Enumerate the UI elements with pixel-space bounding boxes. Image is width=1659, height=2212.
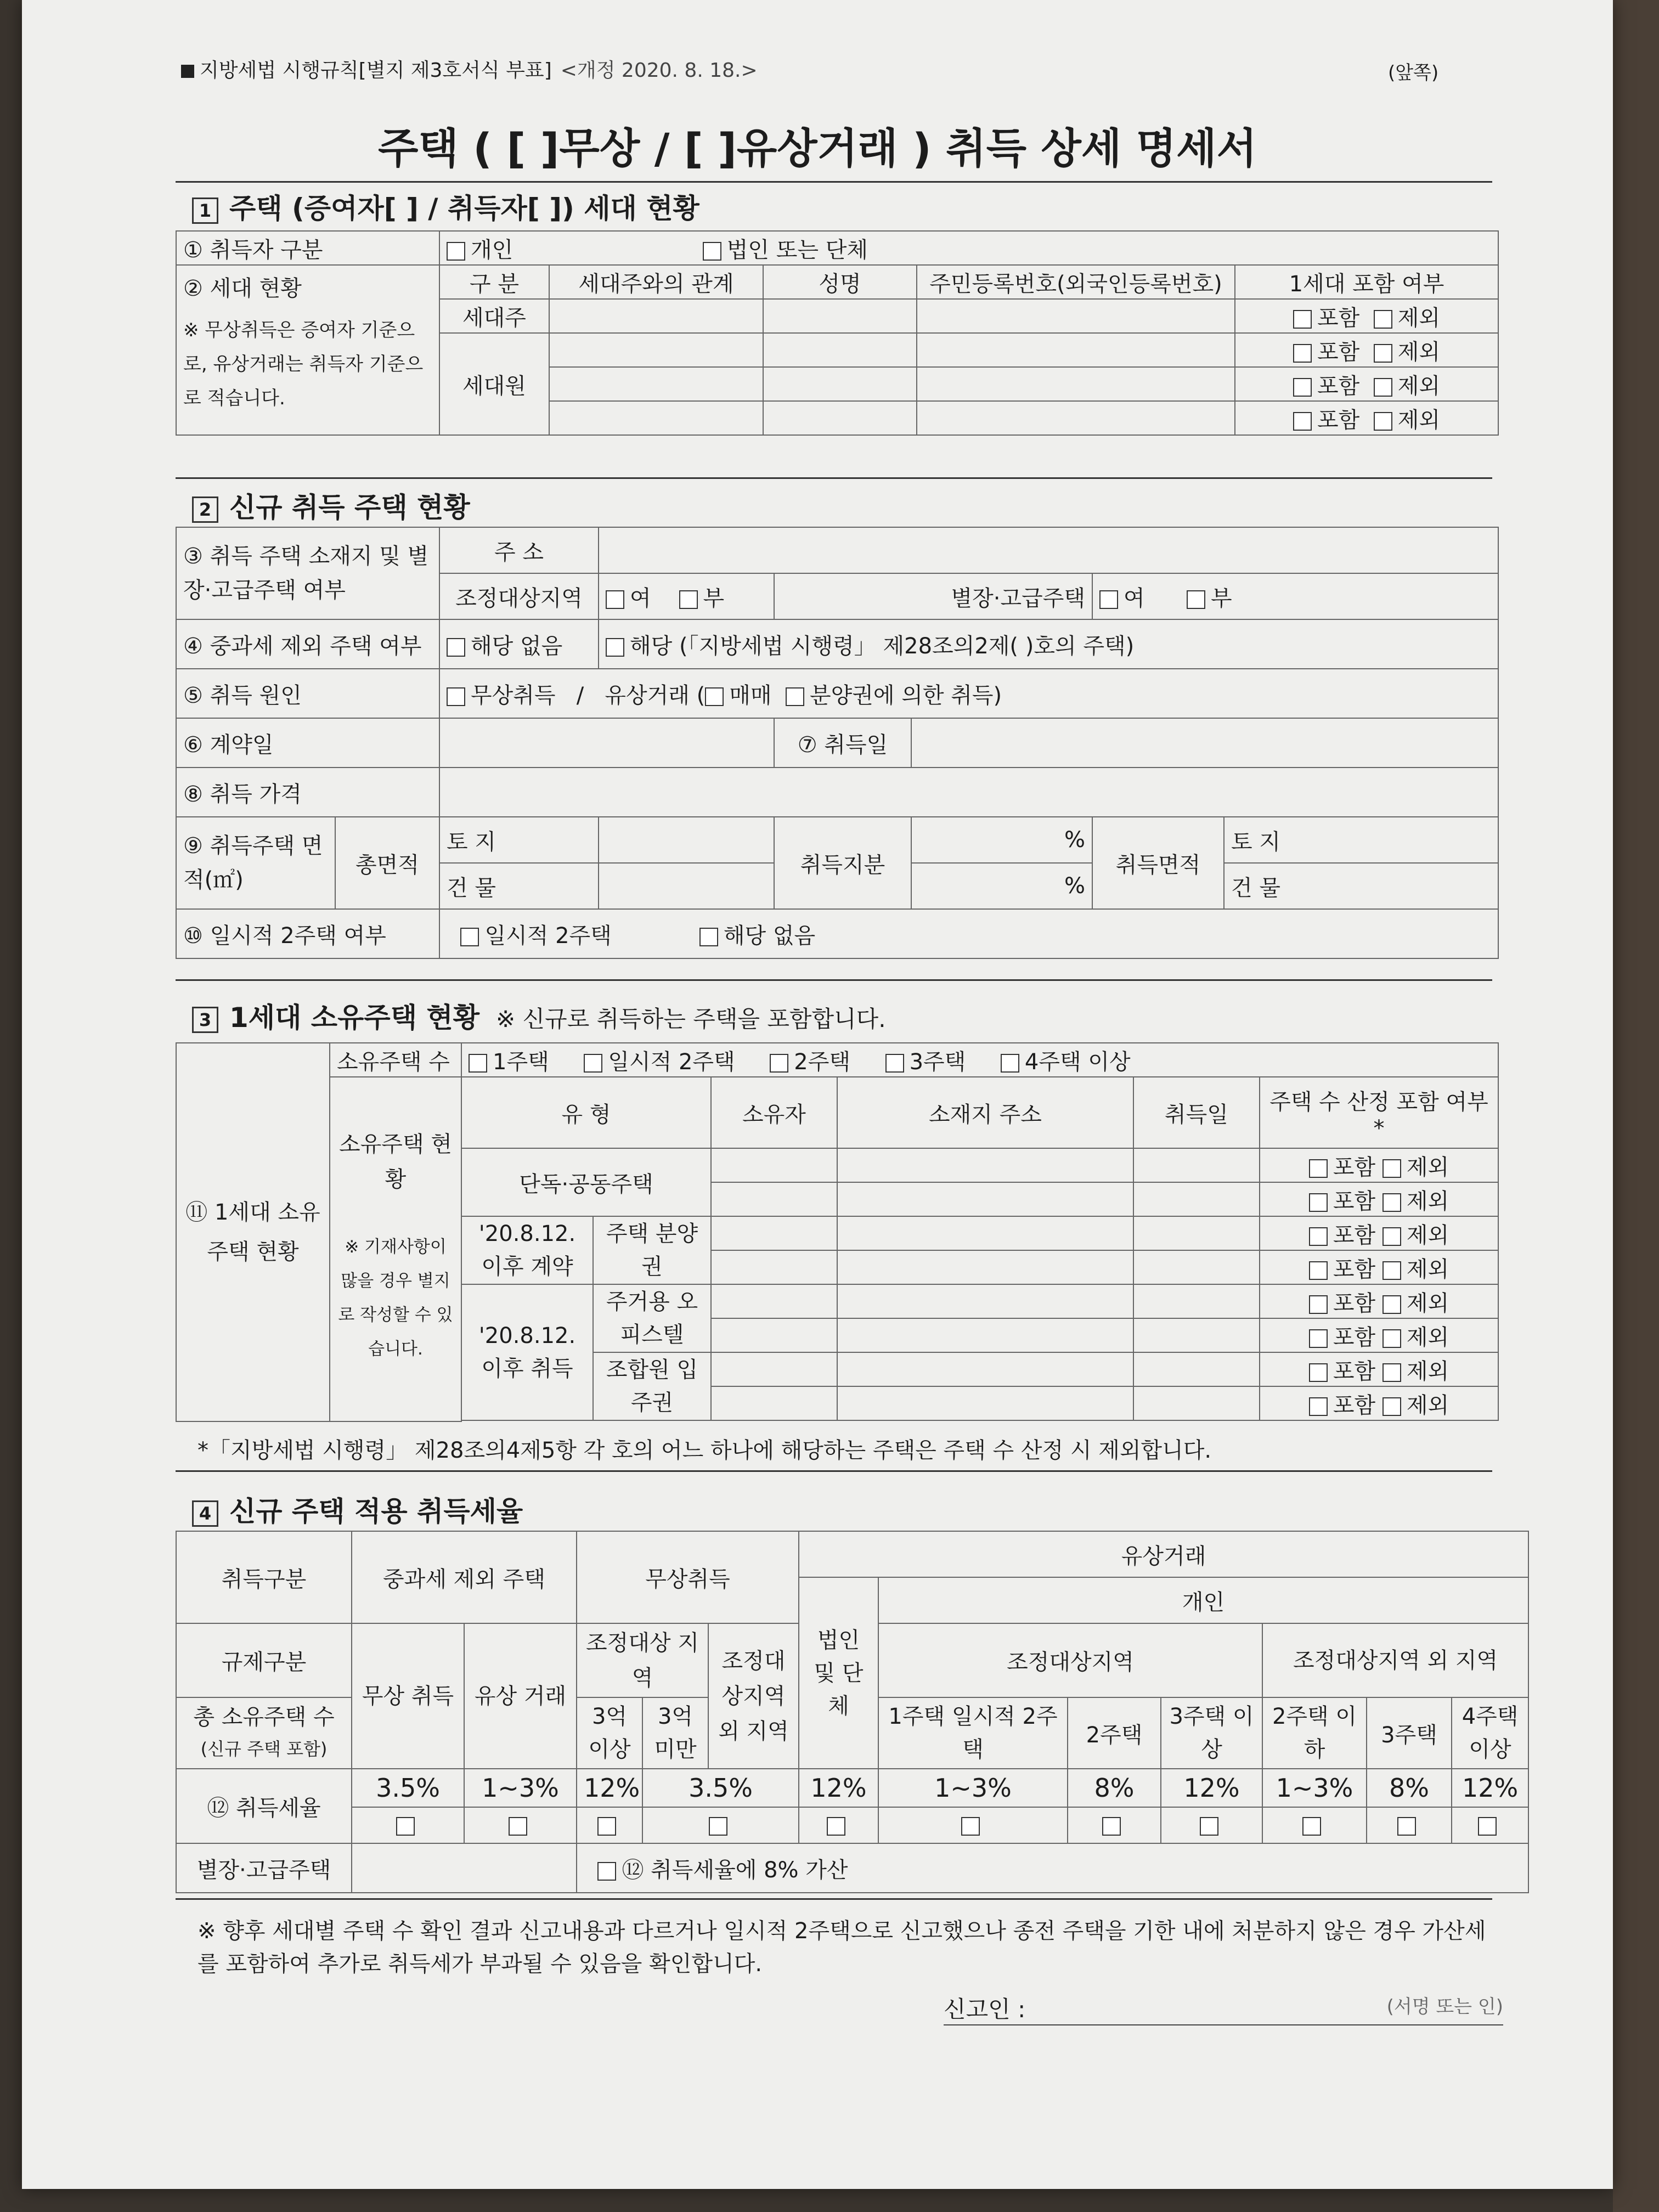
background-edge xyxy=(1613,0,1659,2212)
form-title: 주택 ( [ ]무상 / [ ]유상거래 ) 취득 상세 명세서 xyxy=(378,124,1257,173)
rate-checkbox[interactable] xyxy=(1200,1817,1218,1836)
yes-checkbox[interactable] xyxy=(606,590,624,609)
presale-checkbox[interactable] xyxy=(786,687,804,706)
no-label: 부 xyxy=(703,585,725,611)
three-plus-header: 3주택 이상 xyxy=(1161,1697,1262,1769)
include-option xyxy=(1260,1148,1498,1182)
presale-right-label: 주택 분양권 xyxy=(593,1216,711,1284)
not-applicable-label: 해당 없음 xyxy=(723,923,816,949)
section-divider xyxy=(176,1898,1492,1900)
relation-field[interactable] xyxy=(549,367,763,401)
address-field[interactable] xyxy=(837,1216,1133,1250)
revision-date: <개정 2020. 8. 18.> xyxy=(560,59,758,82)
section-number-box: 4 xyxy=(192,1500,218,1527)
exclude-label: 제외 xyxy=(1406,1256,1449,1282)
acquisition-price-label: ⑧ 취득 가격 xyxy=(176,768,439,817)
name-field[interactable] xyxy=(763,401,917,435)
land-label: 토 지 xyxy=(447,829,496,855)
exclude-label: 제외 xyxy=(1406,1188,1449,1214)
after-contract-label: '20.8.12. 이후 계약 xyxy=(461,1216,593,1284)
house-count-options xyxy=(461,1043,1498,1077)
resident-number-field[interactable] xyxy=(917,333,1235,367)
adjusted-area-label: 조정대상지역 xyxy=(439,573,599,619)
union-right-label: 조합원 입주권 xyxy=(593,1352,711,1420)
total-building-field[interactable] xyxy=(599,863,774,909)
address-field[interactable] xyxy=(837,1318,1133,1352)
include-option xyxy=(1260,1386,1498,1420)
exclude-label: 제외 xyxy=(1397,407,1440,433)
not-applicable-option xyxy=(439,619,599,669)
house-count-label: 소유주택 수 xyxy=(330,1043,461,1077)
signature-line[interactable] xyxy=(944,1991,1503,2025)
section-2-title: 신규 취득 주택 현황 xyxy=(229,492,470,523)
col-division: 구 분 xyxy=(439,265,549,299)
acquisition-price-field[interactable] xyxy=(439,768,1498,817)
acq-date-field[interactable] xyxy=(1133,1216,1260,1250)
address-field[interactable] xyxy=(837,1182,1133,1216)
officetel-label: 주거용 오피스텔 xyxy=(593,1284,711,1352)
exclude-checkbox[interactable] xyxy=(1383,1261,1401,1280)
presale-label: 분양권에 의한 취득) xyxy=(809,682,1002,708)
include-checkbox[interactable] xyxy=(1293,310,1312,329)
confirmation-statement: ※ 향후 세대별 주택 수 확인 결과 신고내용과 다르거나 일시적 2주택으로 신고했으나 종전 주택을 기한 내에 처분하지 않은 경우 가산세를 포함하여 추가로 취득세가 부과될 수 있음을 확인합니다. xyxy=(198,1918,1486,1977)
exclude-checkbox[interactable] xyxy=(1374,378,1392,397)
individual-non-adjusted-header: 조정대상지역 외 지역 xyxy=(1262,1623,1528,1697)
address-field[interactable] xyxy=(837,1386,1133,1420)
declarant-label: 신고인 : xyxy=(944,1996,1026,2023)
luxury-house-options xyxy=(1092,573,1498,619)
include-checkbox[interactable] xyxy=(1293,344,1312,363)
four-plus-header: 4주택 이상 xyxy=(1452,1697,1528,1769)
resident-number-field[interactable] xyxy=(917,401,1235,435)
building-label: 건 물 xyxy=(447,875,496,901)
rate-checkbox[interactable] xyxy=(396,1817,415,1836)
three-house-header: 3주택 xyxy=(1367,1697,1452,1769)
section-divider xyxy=(176,979,1492,981)
rate-value: 3.5% xyxy=(352,1769,464,1807)
rate-value: 1~3% xyxy=(1262,1769,1367,1807)
acq-date-field[interactable] xyxy=(1133,1386,1260,1420)
acquirer-type-options xyxy=(439,231,1498,265)
applicable-label: 해당 (「지방세법 시행령」 제28조의2제( )호의 주택) xyxy=(630,633,1135,659)
free-acquisition-header: 무상취득 xyxy=(577,1531,799,1623)
acq-date-field[interactable] xyxy=(1133,1182,1260,1216)
rate-checkbox[interactable] xyxy=(1302,1817,1321,1836)
include-checkbox[interactable] xyxy=(1309,1397,1328,1416)
tax-rate-table xyxy=(176,1531,1529,1893)
building-label: 건 물 xyxy=(1231,875,1281,901)
individual-header: 개인 xyxy=(878,1577,1528,1623)
name-field[interactable] xyxy=(763,367,917,401)
col-address: 소재지 주소 xyxy=(837,1077,1133,1148)
address-field[interactable] xyxy=(837,1148,1133,1182)
area-label: ⑨ 취득주택 면적(㎡) xyxy=(176,817,335,909)
name-field[interactable] xyxy=(763,333,917,367)
applicable-option xyxy=(599,619,1498,669)
section-4-heading xyxy=(192,1489,523,1529)
after-acquisition-label: '20.8.12. 이후 취득 xyxy=(461,1284,593,1420)
col-acq-date: 취득일 xyxy=(1133,1077,1260,1148)
exclude-label: 제외 xyxy=(1406,1358,1449,1384)
rate-checkbox-cell xyxy=(1262,1807,1367,1843)
tax-rate-label: ⑫ 취득세율 xyxy=(176,1769,352,1843)
corporation-label: 법인 또는 단체 xyxy=(726,237,868,263)
owner-field[interactable] xyxy=(711,1386,837,1420)
no-label: 부 xyxy=(1210,585,1232,611)
paid-sub-header: 유상 거래 xyxy=(464,1623,577,1769)
col-resident-number: 주민등록번호(외국인등록번호) xyxy=(917,265,1235,299)
relation-field[interactable] xyxy=(549,333,763,367)
acq-building-cell xyxy=(1224,863,1498,909)
owner-field[interactable] xyxy=(711,1318,837,1352)
section-2-heading xyxy=(192,486,470,525)
sale-checkbox[interactable] xyxy=(705,687,724,706)
two-house-label: 2주택 xyxy=(794,1049,850,1075)
rate-value: 8% xyxy=(1068,1769,1161,1807)
section-number-box: 2 xyxy=(192,496,218,523)
section-3-note: ※ 신규로 취득하는 주택을 포함합니다. xyxy=(496,1006,886,1032)
adjusted-area-header: 조정대상 지역 xyxy=(577,1623,708,1697)
resident-number-field[interactable] xyxy=(917,367,1235,401)
separator: / xyxy=(576,682,584,708)
rate-checkbox-cell xyxy=(799,1807,878,1843)
owned-houses-table xyxy=(176,1042,1499,1422)
include-label: 포함 xyxy=(1317,305,1360,331)
include-label: 포함 xyxy=(1317,407,1360,433)
include-checkbox[interactable] xyxy=(1309,1329,1328,1348)
contract-date-field[interactable] xyxy=(439,718,774,768)
section-4-title: 신규 주택 적용 취득세율 xyxy=(229,1496,523,1527)
include-option xyxy=(1260,1216,1498,1250)
location-label: ③ 취득 주택 소재지 및 별장·고급주택 여부 xyxy=(176,527,439,619)
free-acq-sub-header: 무상 취득 xyxy=(352,1623,464,1769)
exclude-label: 제외 xyxy=(1397,339,1440,365)
include-option xyxy=(1260,1352,1498,1386)
rate-checkbox-cell xyxy=(642,1807,799,1843)
square-bullet-icon xyxy=(181,65,194,78)
col-household-include: 1세대 포함 여부 xyxy=(1235,265,1498,299)
exclude-label: 제외 xyxy=(1397,305,1440,331)
exclude-checkbox[interactable] xyxy=(1383,1295,1401,1314)
exclude-checkbox[interactable] xyxy=(1383,1329,1401,1348)
exclude-label: 제외 xyxy=(1406,1154,1449,1180)
temporary-two-house-label: ⑩ 일시적 2주택 여부 xyxy=(176,909,439,958)
signature-hint: (서명 또는 인) xyxy=(1386,1996,1503,2018)
luxury-house-label: 별장·고급주택 xyxy=(774,573,1092,619)
regulation-division-label: 규제구분 xyxy=(176,1623,352,1697)
acquisition-division-label: 취득구분 xyxy=(176,1531,352,1623)
owner-field[interactable] xyxy=(711,1352,837,1386)
four-plus-house-label: 4주택 이상 xyxy=(1024,1049,1131,1075)
rate-checkbox-cell xyxy=(1068,1807,1161,1843)
include-label: 포함 xyxy=(1333,1358,1376,1384)
rate-value: 12% xyxy=(799,1769,878,1807)
individual-adjusted-header: 조정대상지역 xyxy=(878,1623,1262,1697)
include-checkbox[interactable] xyxy=(1293,378,1312,397)
law-reference: 지방세법 시행규칙[별지 제3호서식 부표] xyxy=(200,59,552,82)
heavy-tax-exempt-label: ④ 중과세 제외 주택 여부 xyxy=(176,619,439,669)
rate-value: 12% xyxy=(577,1769,642,1807)
exclude-checkbox[interactable] xyxy=(1374,412,1392,431)
rate-checkbox-cell xyxy=(1452,1807,1528,1843)
yes-checkbox[interactable] xyxy=(1099,590,1118,609)
one-house-checkbox[interactable] xyxy=(469,1054,487,1073)
include-option xyxy=(1260,1250,1498,1284)
include-option xyxy=(1235,333,1498,367)
acquisition-cause-options xyxy=(439,669,1498,718)
acquisition-date-label: ⑦ 취득일 xyxy=(774,718,911,768)
exclude-label: 제외 xyxy=(1406,1222,1449,1248)
rate-checkbox-cell xyxy=(464,1807,577,1843)
exclude-label: 제외 xyxy=(1397,373,1440,399)
building-cell xyxy=(439,863,599,909)
rate-checkbox-cell xyxy=(878,1807,1068,1843)
rate-checkbox-cell xyxy=(577,1807,642,1843)
owned-status-label: 소유주택 현황 xyxy=(339,1132,452,1192)
include-option xyxy=(1235,401,1498,435)
non-adjusted-area-header: 조정대 상지역 외 지역 xyxy=(708,1623,799,1769)
rate-checkbox[interactable] xyxy=(597,1817,616,1836)
contract-date-label: ⑥ 계약일 xyxy=(176,718,439,768)
include-label: 포함 xyxy=(1333,1154,1376,1180)
rate-checkbox[interactable] xyxy=(1397,1817,1416,1836)
exclude-label: 제외 xyxy=(1406,1324,1449,1350)
household-label-cell xyxy=(176,265,439,435)
col-owner: 소유자 xyxy=(711,1077,837,1148)
section-divider xyxy=(176,181,1492,183)
section-1-title: 주택 (증여자[ ] / 취득자[ ]) 세대 현황 xyxy=(229,193,699,224)
exclude-checkbox[interactable] xyxy=(1374,310,1392,329)
luxury-surcharge-option xyxy=(577,1843,1528,1893)
owned-status-cell xyxy=(330,1077,461,1421)
not-applicable-label: 해당 없음 xyxy=(471,633,563,659)
paid-transaction-header: 유상거래 xyxy=(799,1531,1528,1577)
include-option xyxy=(1260,1182,1498,1216)
new-house-table xyxy=(176,527,1499,959)
include-label: 포함 xyxy=(1333,1324,1376,1350)
four-plus-house-checkbox[interactable] xyxy=(1001,1054,1019,1073)
rate-value: 3.5% xyxy=(642,1769,799,1807)
individual-label: 개인 xyxy=(471,237,514,263)
rate-value: 1~3% xyxy=(464,1769,577,1807)
section-number-box: 3 xyxy=(192,1007,218,1033)
exclude-checkbox[interactable] xyxy=(1383,1193,1401,1212)
corporation-checkbox[interactable] xyxy=(703,242,721,261)
free-acquisition-label: 무상취득 xyxy=(471,682,556,708)
land-cell xyxy=(439,817,599,863)
section-1-heading xyxy=(192,187,699,226)
rate-checkbox[interactable] xyxy=(709,1817,727,1836)
acquired-area-label: 취득면적 xyxy=(1092,817,1224,909)
rate-checkbox[interactable] xyxy=(1478,1817,1497,1836)
acq-date-field[interactable] xyxy=(1133,1352,1260,1386)
one-house-header: 1주택 일시적 2주택 xyxy=(878,1697,1068,1769)
section-divider xyxy=(176,1470,1492,1472)
three-house-label: 3주택 xyxy=(909,1049,966,1075)
include-checkbox[interactable] xyxy=(1309,1159,1328,1178)
address-field[interactable] xyxy=(599,527,1498,573)
paid-transaction-label: 유상거래 ( xyxy=(605,682,706,708)
household-status-label: ② 세대 현황 xyxy=(183,276,302,301)
acquisition-date-field[interactable] xyxy=(911,718,1498,768)
form-paper xyxy=(22,0,1613,2189)
col-count-include: 주택 수 산정 포함 여부* xyxy=(1260,1077,1498,1148)
owner-field[interactable] xyxy=(711,1148,837,1182)
rate-value: 12% xyxy=(1452,1769,1528,1807)
exclude-label: 제외 xyxy=(1406,1392,1449,1418)
rate-checkbox-cell xyxy=(1367,1807,1452,1843)
total-owned-sub: (신규 주택 포함) xyxy=(200,1739,328,1759)
include-option xyxy=(1260,1318,1498,1352)
include-label: 포함 xyxy=(1317,339,1360,365)
rate-checkbox-cell xyxy=(1161,1807,1262,1843)
resident-number-field[interactable] xyxy=(917,299,1235,333)
address-field[interactable] xyxy=(837,1284,1133,1318)
not-applicable-checkbox[interactable] xyxy=(699,928,718,946)
relation-field[interactable] xyxy=(549,299,763,333)
rate-value: 1~3% xyxy=(878,1769,1068,1807)
include-checkbox[interactable] xyxy=(1309,1261,1328,1280)
surcharge-label: ⑫ 취득세율에 8% 가산 xyxy=(622,1857,848,1883)
owned-note: ※ 기재사항이 많을 경우 별지로 작성할 수 있습니다. xyxy=(338,1237,453,1359)
exclude-label: 제외 xyxy=(1406,1290,1449,1316)
rate-checkbox[interactable] xyxy=(1102,1817,1121,1836)
section-3-title: 1세대 소유주택 현황 xyxy=(229,1002,480,1034)
row-household-member: 세대원 xyxy=(439,333,549,435)
household-note: ※ 무상취득은 증여자 기준으로, 유상거래는 취득자 기준으로 적습니다. xyxy=(183,319,424,409)
sale-label: 매매 xyxy=(729,682,772,708)
rate-checkbox[interactable] xyxy=(827,1817,845,1836)
address-field[interactable] xyxy=(837,1250,1133,1284)
include-checkbox[interactable] xyxy=(1309,1295,1328,1314)
include-option xyxy=(1235,299,1498,333)
rate-checkbox[interactable] xyxy=(961,1817,980,1836)
owner-field[interactable] xyxy=(711,1250,837,1284)
relation-field[interactable] xyxy=(549,401,763,435)
acq-land-cell xyxy=(1224,817,1498,863)
acq-date-field[interactable] xyxy=(1133,1318,1260,1352)
include-label: 포함 xyxy=(1317,373,1360,399)
rate-value: 8% xyxy=(1367,1769,1452,1807)
owned-houses-label: ⑪ 1세대 소유주택 현황 xyxy=(176,1043,330,1421)
yes-label: 여 xyxy=(1124,585,1145,611)
form-header xyxy=(181,55,758,83)
include-label: 포함 xyxy=(1333,1256,1376,1282)
exclude-checkbox[interactable] xyxy=(1374,344,1392,363)
under-300m-header: 3억 미만 xyxy=(642,1697,708,1769)
row-householder: 세대주 xyxy=(439,299,549,333)
land-label: 토 지 xyxy=(1231,829,1281,855)
exclude-checkbox[interactable] xyxy=(1383,1227,1401,1246)
total-area-label: 총면적 xyxy=(335,817,439,909)
section-3-footnote: *「지방세법 시행령」 제28조의4제5항 각 호의 어느 하나에 해당하는 주택은 주택 수 산정 시 제외합니다. xyxy=(198,1438,1212,1463)
include-label: 포함 xyxy=(1333,1392,1376,1418)
temp-two-house-checkbox[interactable] xyxy=(584,1054,602,1073)
include-option xyxy=(1260,1284,1498,1318)
col-name: 성명 xyxy=(763,265,917,299)
exempt-header: 중과세 제외 주택 xyxy=(352,1531,577,1623)
include-label: 포함 xyxy=(1333,1188,1376,1214)
total-land-field[interactable] xyxy=(599,817,774,863)
include-checkbox[interactable] xyxy=(1309,1193,1328,1212)
address-field[interactable] xyxy=(837,1352,1133,1386)
adjusted-area-options xyxy=(599,573,774,619)
share-label: 취득지분 xyxy=(774,817,911,909)
exclude-checkbox[interactable] xyxy=(1383,1363,1401,1382)
two-or-less-header: 2주택 이하 xyxy=(1262,1697,1367,1769)
rate-checkbox[interactable] xyxy=(509,1817,527,1836)
col-relation: 세대주와의 관계 xyxy=(549,265,763,299)
exclude-checkbox[interactable] xyxy=(1383,1397,1401,1416)
one-house-label: 1주택 xyxy=(493,1049,549,1075)
applicable-checkbox[interactable] xyxy=(606,638,624,657)
rate-value: 12% xyxy=(1161,1769,1262,1807)
owner-field[interactable] xyxy=(711,1284,837,1318)
total-owned-label: 총 소유주택 수 xyxy=(193,1705,335,1730)
include-checkbox[interactable] xyxy=(1309,1363,1328,1382)
acq-date-field[interactable] xyxy=(1133,1250,1260,1284)
not-applicable-checkbox[interactable] xyxy=(447,638,465,657)
yes-label: 여 xyxy=(630,585,651,611)
address-label: 주 소 xyxy=(439,527,599,573)
page-side-label: (앞쪽) xyxy=(1388,62,1439,84)
luxury-blank xyxy=(352,1843,577,1893)
detached-house-label: 단독·공동주택 xyxy=(461,1148,711,1216)
include-label: 포함 xyxy=(1333,1290,1376,1316)
acquirer-type-label: ① 취득자 구분 xyxy=(176,231,439,265)
luxury-house-label: 별장·고급주택 xyxy=(176,1843,352,1893)
temporary-two-house-option-label: 일시적 2주택 xyxy=(484,923,612,949)
include-checkbox[interactable] xyxy=(1309,1227,1328,1246)
owner-field[interactable] xyxy=(711,1216,837,1250)
three-house-checkbox[interactable] xyxy=(885,1054,904,1073)
percent-unit: % xyxy=(911,863,1092,909)
household-table xyxy=(176,230,1499,436)
corporation-header: 법인 및 단체 xyxy=(799,1577,878,1769)
no-checkbox[interactable] xyxy=(679,590,698,609)
owner-field[interactable] xyxy=(711,1182,837,1216)
acq-date-field[interactable] xyxy=(1133,1284,1260,1318)
free-acquisition-checkbox[interactable] xyxy=(447,687,465,706)
total-owned-cell xyxy=(176,1697,352,1769)
acq-date-field[interactable] xyxy=(1133,1148,1260,1182)
exclude-checkbox[interactable] xyxy=(1383,1159,1401,1178)
over-300m-header: 3억 이상 xyxy=(577,1697,642,1769)
temporary-two-house-checkbox[interactable] xyxy=(460,928,479,946)
col-type: 유 형 xyxy=(461,1077,711,1148)
individual-checkbox[interactable] xyxy=(447,242,465,261)
section-3-heading xyxy=(192,996,886,1035)
section-number-box: 1 xyxy=(192,198,218,224)
rate-checkbox-cell xyxy=(352,1807,464,1843)
temp-two-house-label: 일시적 2주택 xyxy=(608,1049,735,1075)
two-house-header: 2주택 xyxy=(1068,1697,1161,1769)
acquisition-cause-label: ⑤ 취득 원인 xyxy=(176,669,439,718)
percent-unit: % xyxy=(911,817,1092,863)
include-checkbox[interactable] xyxy=(1293,412,1312,431)
section-divider xyxy=(176,477,1492,479)
surcharge-checkbox[interactable] xyxy=(597,1862,616,1881)
two-house-checkbox[interactable] xyxy=(770,1054,788,1073)
include-label: 포함 xyxy=(1333,1222,1376,1248)
name-field[interactable] xyxy=(763,299,917,333)
no-checkbox[interactable] xyxy=(1187,590,1205,609)
temporary-two-house-options xyxy=(439,909,1498,958)
include-option xyxy=(1235,367,1498,401)
